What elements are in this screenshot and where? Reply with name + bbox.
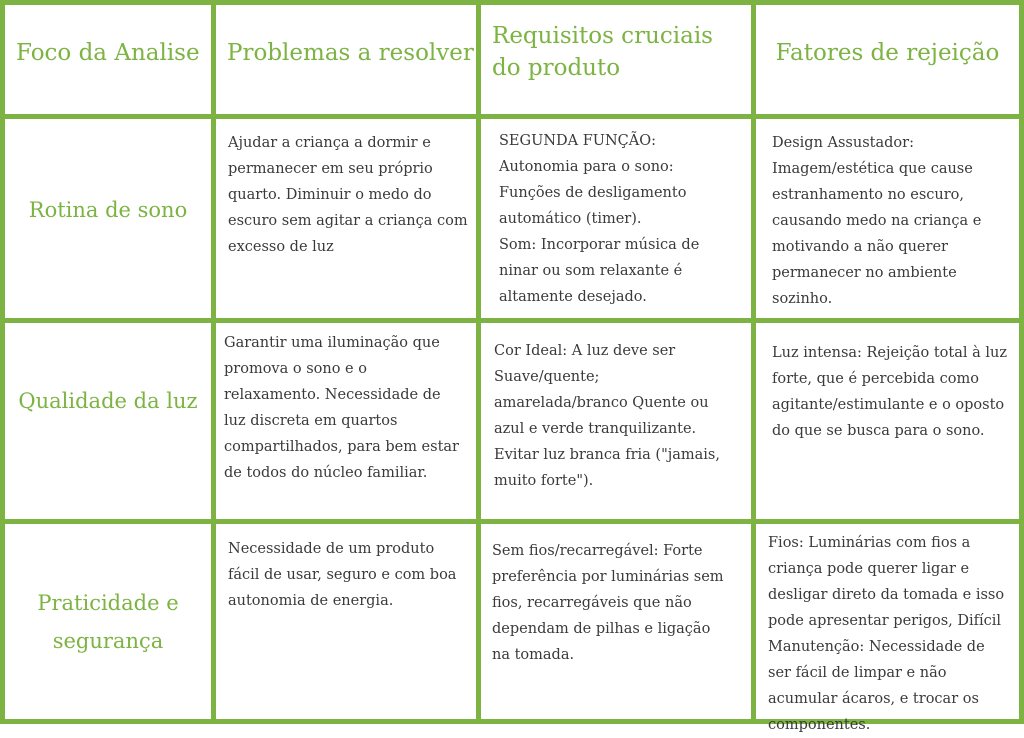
header-rejection: Fatores de rejeição bbox=[775, 40, 1000, 66]
rejection-cell: Fios: Luminárias com fios a criança pode querer ligar e desligar direto da tomada e isso pode apresentar perigos, Difícil Manutenção: Necessidade de ser fácil de limpar e não acumular ácaros, e trocar os componentes. bbox=[768, 535, 1005, 733]
row-focus-sleep: Rotina de sono bbox=[28, 198, 188, 222]
rejection-cell: Luz intensa: Rejeição total à luz forte, que é percebida como agitante/estimulante e o oposto do que se busca para o sono. bbox=[772, 345, 1007, 439]
row-divider bbox=[0, 318, 1024, 323]
requirements-cell bbox=[499, 128, 739, 310]
requirement-line: Evitar luz branca fria ("jamais, muito forte"). bbox=[494, 447, 720, 489]
row-focus-practicality: Praticidade e segurança bbox=[37, 591, 179, 653]
requirement-line: Cor Ideal: A luz deve ser Suave/quente; amarelada/branco Quente ou azul e verde tranquilizante. bbox=[494, 343, 709, 437]
requirement-line: SEGUNDA FUNÇÃO: bbox=[499, 133, 657, 149]
requirement-line: Som: Incorporar música de ninar ou som relaxante é altamente desejado. bbox=[499, 237, 700, 305]
header-requirements: Requisitos cruciais do produto bbox=[492, 23, 713, 81]
column-divider bbox=[476, 0, 481, 724]
requirement-line: Sem fios/recarregável: Forte preferência por luminárias sem fios, recarregáveis que não dependam de pilhas e ligação na tomada. bbox=[492, 543, 724, 663]
column-divider bbox=[751, 0, 756, 724]
problems-cell: Garantir uma iluminação que promova o sono e o relaxamento. Necessidade de luz discreta em quartos compartilhados, para bem estar de todos do núcleo familiar. bbox=[224, 335, 459, 481]
table-border bbox=[1019, 0, 1024, 724]
problems-cell: Ajudar a criança a dormir e permanecer em seu próprio quarto. Diminuir o medo do escuro sem agitar a criança com excesso de luz bbox=[228, 135, 468, 255]
header-problems: Problemas a resolver bbox=[227, 40, 474, 66]
row-divider bbox=[0, 114, 1024, 119]
row-focus-light: Qualidade da luz bbox=[18, 389, 198, 413]
problems-cell: Necessidade de um produto fácil de usar, seguro e com boa autonomia de energia. bbox=[228, 541, 457, 609]
requirement-line: Autonomia para o sono: Funções de desligamento automático (timer). bbox=[499, 159, 687, 227]
header-focus: Foco da Analise bbox=[16, 40, 200, 66]
column-divider bbox=[211, 0, 216, 724]
rejection-cell: Design Assustador: Imagem/estética que cause estranhamento no escuro, causando medo na criança e motivando a não querer permanecer no ambiente sozinho. bbox=[772, 135, 982, 307]
requirements-cell bbox=[494, 338, 734, 494]
table-border bbox=[0, 0, 1024, 5]
row-divider bbox=[0, 519, 1024, 524]
requirements-cell bbox=[492, 538, 732, 668]
